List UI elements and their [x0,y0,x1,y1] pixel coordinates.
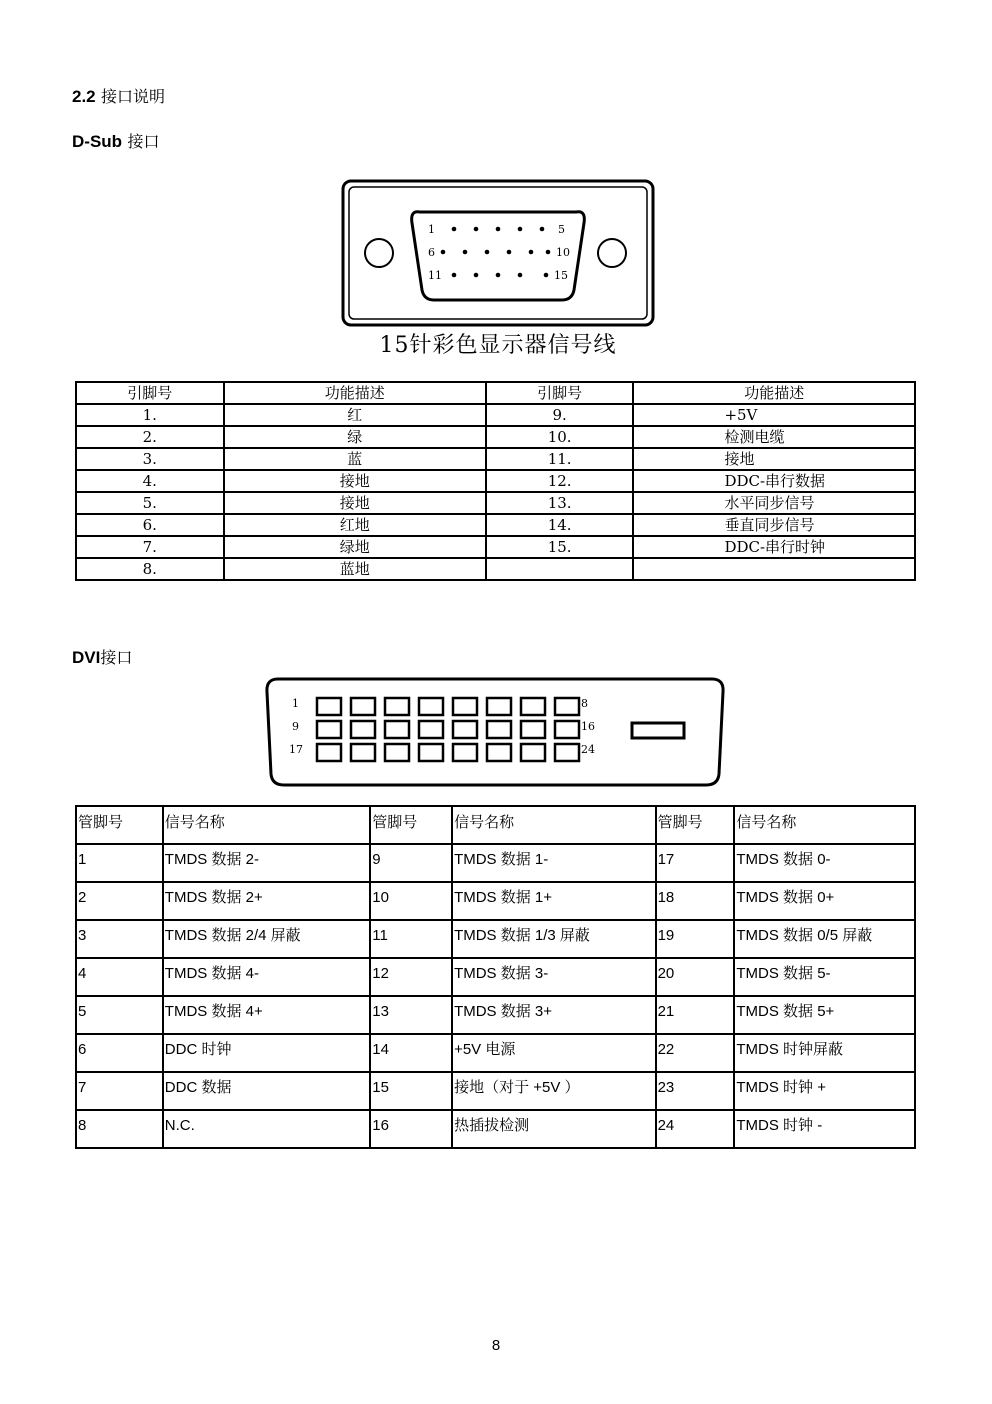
pin-number: 2. [76,426,224,448]
dvi-pin [487,721,511,738]
pin-number: 8. [76,558,224,580]
pin-function: 绿 [224,426,486,448]
dvi-pin [351,698,375,715]
pin-number: 8 [76,1110,163,1148]
dvi-pin [555,721,579,738]
table-row [76,558,915,580]
dvi-pin [453,744,477,761]
signal-name: +5V 电源 [452,1034,656,1072]
dvi-table-header [76,806,915,844]
vga-outer-shell [343,181,653,325]
vga-connector-figure [340,178,656,363]
vga-pin [540,227,545,232]
table-row [76,996,915,1034]
signal-name: TMDS 数据 3+ [452,996,656,1034]
vga-left-screw-hole [365,239,393,267]
pin-number: 3. [76,448,224,470]
pin-number: 13 [370,996,452,1034]
pin-number: 24 [656,1110,735,1148]
vga-pin-grid [441,227,551,278]
signal-name: TMDS 数据 5- [734,958,915,996]
signal-name: TMDS 数据 1+ [452,882,656,920]
pin-function: DDC-串行数据 [633,470,915,492]
pin-number: 21 [656,996,735,1034]
dvi-pin [453,721,477,738]
table-row [76,426,915,448]
pin-number: 9 [370,844,452,882]
pin-number: 9. [486,404,634,426]
pin-number: 7 [76,1072,163,1110]
dvi-pin [521,698,545,715]
dvi-header-signal: 信号名称 [452,806,656,844]
pin-number: 20 [656,958,735,996]
vga-caption: 15针彩色显示器信号线 [379,333,617,358]
dvi-label-9: 9 [292,720,299,733]
pin-number: 1. [76,404,224,426]
pin-function: 接地 [633,448,915,470]
vga-label-1: 1 [428,223,435,236]
dsub-heading-bold: D-Sub [72,132,123,151]
dvi-pin [317,698,341,715]
signal-name: TMDS 数据 1/3 屏蔽 [452,920,656,958]
pin-function: 接地 [224,470,486,492]
dvi-pin [317,744,341,761]
dvi-heading [72,645,132,668]
dvi-label-16: 16 [581,720,595,733]
pin-number: 19 [656,920,735,958]
dvi-heading-bold: DVI [72,648,101,667]
table-row [76,882,915,920]
dvi-connector-drawing [264,676,726,788]
dsub-table-header [76,382,915,404]
section-heading [72,84,165,107]
signal-name: TMDS 数据 5+ [734,996,915,1034]
dvi-pin [487,744,511,761]
signal-name: TMDS 数据 4+ [163,996,370,1034]
dvi-header-signal: 信号名称 [734,806,915,844]
dsub-header-pin: 引脚号 [486,382,634,404]
dvi-pin [453,698,477,715]
pin-function: 检测电缆 [633,426,915,448]
vga-pin [485,250,490,255]
vga-connector-drawing [340,178,656,328]
dvi-label-17: 17 [289,743,303,756]
pin-number: 13. [486,492,634,514]
signal-name: TMDS 数据 0- [734,844,915,882]
pin-number: 14 [370,1034,452,1072]
signal-name: TMDS 数据 1- [452,844,656,882]
dvi-pin [385,721,409,738]
vga-label-6: 6 [428,246,435,259]
table-row [76,958,915,996]
pin-number: 5 [76,996,163,1034]
dsub-heading [72,129,159,152]
table-row [76,1110,915,1148]
pin-number: 14. [486,514,634,536]
table-row [76,1072,915,1110]
pin-number: 6. [76,514,224,536]
signal-name: TMDS 时钟 - [734,1110,915,1148]
vga-pin [518,227,523,232]
page-number: 8 [491,1337,501,1354]
pin-number: 16 [370,1110,452,1148]
pin-function: 水平同步信号 [633,492,915,514]
dvi-connector-figure [264,676,726,788]
dvi-pin [419,698,443,715]
dvi-pin-table [75,805,916,1149]
vga-pin [463,250,468,255]
signal-name: 热插拔检测 [452,1110,656,1148]
table-row [76,470,915,492]
dvi-pin [419,721,443,738]
pin-number: 12 [370,958,452,996]
pin-function: 垂直同步信号 [633,514,915,536]
vga-label-11: 11 [428,269,442,282]
vga-pin [529,250,534,255]
vga-pin [544,273,549,278]
pin-number: 4 [76,958,163,996]
vga-right-screw-hole [598,239,626,267]
dvi-pin [555,698,579,715]
pin-number: 11 [370,920,452,958]
dvi-header-pin: 管脚号 [370,806,452,844]
pin-function: 接地 [224,492,486,514]
table-row [76,448,915,470]
vga-pin [496,227,501,232]
pin-number: 12. [486,470,634,492]
table-row [76,492,915,514]
pin-function [633,558,915,580]
vga-pin [518,273,523,278]
table-row [76,844,915,882]
pin-number: 10. [486,426,634,448]
pin-number: 3 [76,920,163,958]
section-number: 2.2 [72,87,96,106]
vga-pin [441,250,446,255]
dvi-pin [351,744,375,761]
signal-name: DDC 数据 [163,1072,370,1110]
vga-label-5: 5 [558,223,565,236]
vga-pin [474,273,479,278]
table-row [76,920,915,958]
pin-number [486,558,634,580]
pin-number: 7. [76,536,224,558]
pin-number: 15 [370,1072,452,1110]
pin-number: 17 [656,844,735,882]
signal-name: N.C. [163,1110,370,1148]
pin-function: 红地 [224,514,486,536]
pin-number: 18 [656,882,735,920]
table-row [76,404,915,426]
pin-number: 23 [656,1072,735,1110]
pin-number: 4. [76,470,224,492]
pin-number: 2 [76,882,163,920]
pin-number: 11. [486,448,634,470]
signal-name: TMDS 数据 0/5 屏蔽 [734,920,915,958]
dvi-pin [385,698,409,715]
dvi-label-24: 24 [581,743,595,756]
pin-number: 5. [76,492,224,514]
signal-name: TMDS 时钟屏蔽 [734,1034,915,1072]
section-title: 接口说明 [101,87,166,106]
dsub-header-function: 功能描述 [224,382,486,404]
dvi-ground-blade [632,723,684,738]
pin-number: 1 [76,844,163,882]
signal-name: TMDS 数据 3- [452,958,656,996]
signal-name: TMDS 时钟 + [734,1072,915,1110]
dvi-header-pin: 管脚号 [656,806,735,844]
dvi-pin [385,744,409,761]
pin-function: 绿地 [224,536,486,558]
pin-function: 蓝 [224,448,486,470]
vga-pin [507,250,512,255]
signal-name: TMDS 数据 4- [163,958,370,996]
dvi-header-signal: 信号名称 [163,806,370,844]
dvi-pin [419,744,443,761]
vga-label-15: 15 [554,269,568,282]
dvi-pin [521,721,545,738]
pin-number: 6 [76,1034,163,1072]
vga-pin [474,227,479,232]
dvi-pin [521,744,545,761]
dvi-shell [267,679,723,785]
table-row [76,536,915,558]
pin-number: 22 [656,1034,735,1072]
dvi-label-1: 1 [292,697,299,710]
pin-number: 10 [370,882,452,920]
signal-name: DDC 时钟 [163,1034,370,1072]
dvi-pin [351,721,375,738]
dsub-header-pin: 引脚号 [76,382,224,404]
dvi-pin [317,721,341,738]
dsub-heading-text: 接口 [127,132,160,151]
vga-pin [452,273,457,278]
dvi-pin [487,698,511,715]
dvi-heading-text: 接口 [100,648,133,667]
pin-number: 15. [486,536,634,558]
vga-pin [496,273,501,278]
signal-name: TMDS 数据 0+ [734,882,915,920]
pin-function: 红 [224,404,486,426]
dvi-pin [555,744,579,761]
pin-function: DDC-串行时钟 [633,536,915,558]
dvi-label-8: 8 [581,697,588,710]
pin-function: 蓝地 [224,558,486,580]
pin-function: +5V [633,404,915,426]
dsub-pin-table [75,381,916,581]
signal-name: TMDS 数据 2- [163,844,370,882]
table-row [76,1034,915,1072]
vga-pin [546,250,551,255]
table-row [76,514,915,536]
signal-name: TMDS 数据 2/4 屏蔽 [163,920,370,958]
signal-name: 接地（对于 +5V ） [452,1072,656,1110]
dvi-pin-grid [317,698,579,761]
vga-label-10: 10 [556,246,570,259]
dsub-header-function: 功能描述 [633,382,915,404]
signal-name: TMDS 数据 2+ [163,882,370,920]
dvi-header-pin: 管脚号 [76,806,163,844]
vga-pin [452,227,457,232]
